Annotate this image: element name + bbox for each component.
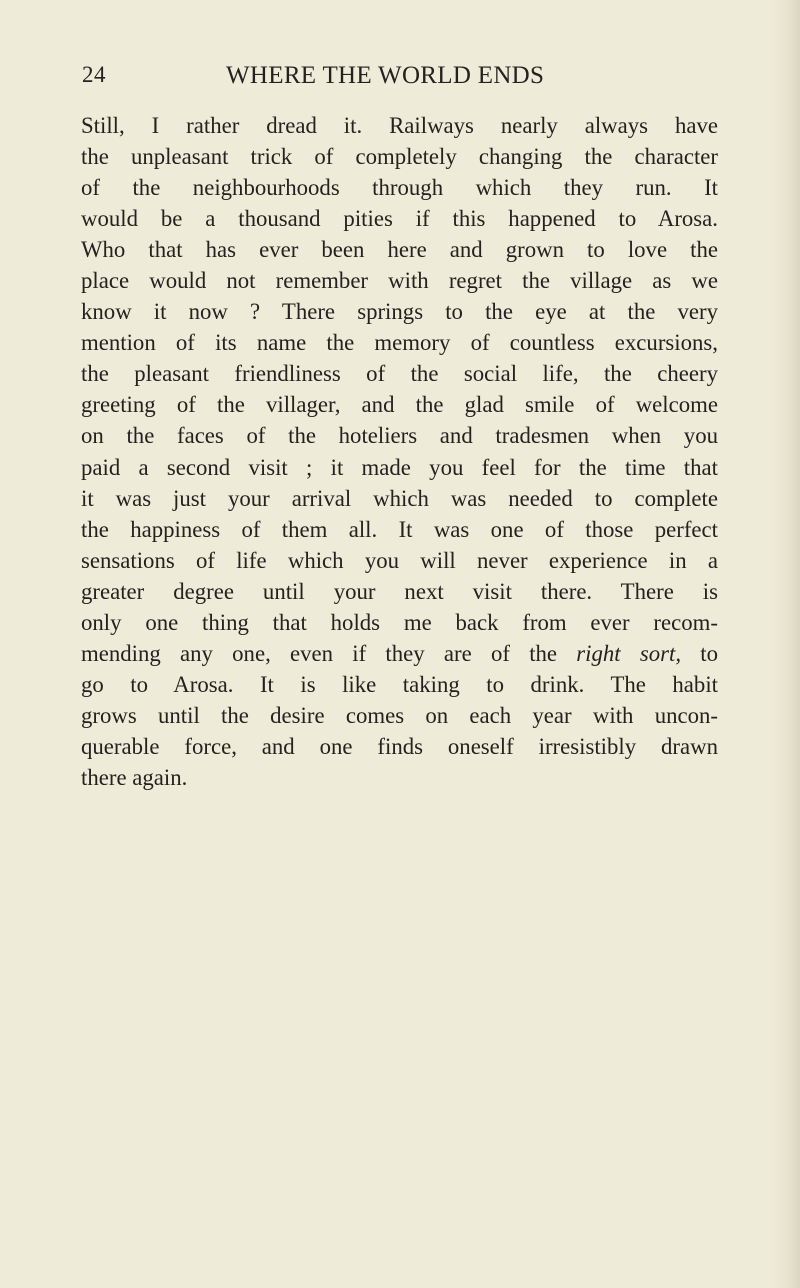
text-line: only one thing that holds me back from ever recom-	[81, 609, 718, 635]
text-line-with-italic	[81, 638, 718, 669]
text-line: place would not remember with regret the village as we	[81, 268, 718, 294]
page-number: 24	[82, 62, 106, 87]
text-line: paid a second visit ; it made you feel for the time that	[81, 454, 718, 480]
text-line: the pleasant friendliness of the social life, the cheery	[81, 361, 718, 387]
body-paragraph	[81, 110, 718, 793]
text-line: know it now ? There springs to the eye at the very	[81, 299, 718, 325]
running-title: WHERE THE WORLD ENDS	[226, 62, 545, 89]
text-line: on the faces of the hoteliers and tradesmen when you	[81, 423, 718, 449]
text-run: to	[681, 640, 718, 666]
running-header	[82, 62, 720, 96]
text-line: Who that has ever been here and grown to love the	[81, 237, 718, 263]
text-line: it was just your arrival which was needed to complete	[81, 485, 718, 511]
text-line: there again.	[81, 764, 188, 790]
text-line: would be a thousand pities if this happened to Arosa.	[81, 206, 718, 232]
text-line: the unpleasant trick of completely changing the character	[81, 144, 718, 170]
text-run: mending any one, even if they are of the	[81, 640, 577, 666]
text-line: Still, I rather dread it. Railways nearly always have	[81, 113, 718, 138]
text-line: go to Arosa. It is like taking to drink. The habit	[81, 671, 718, 697]
text-line: querable force, and one finds oneself irresistibly drawn	[81, 733, 718, 759]
italic-phrase: right sort,	[576, 640, 682, 666]
text-line: the happiness of them all. It was one of those perfect	[81, 516, 718, 542]
text-line: grows until the desire comes on each year with uncon-	[81, 702, 718, 728]
text-line: mention of its name the memory of countless excursions,	[81, 330, 718, 356]
text-line: greeting of the villager, and the glad smile of welcome	[81, 392, 718, 418]
text-line: sensations of life which you will never experience in a	[81, 547, 718, 573]
text-line: greater degree until your next visit there. There is	[81, 578, 718, 604]
text-line: of the neighbourhoods through which they run. It	[81, 175, 718, 201]
